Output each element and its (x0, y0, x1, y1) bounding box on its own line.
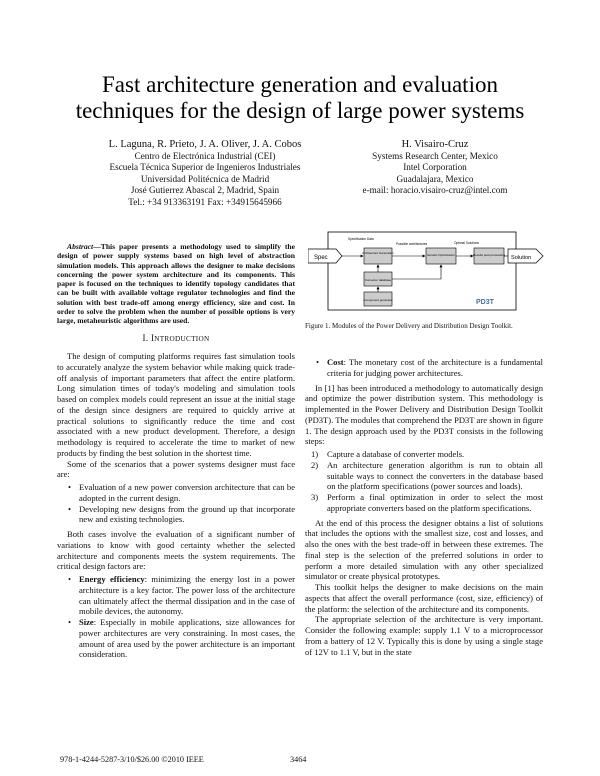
affiliation-line: Guadalajara, Mexico (396, 173, 474, 184)
paragraph: At the end of this process the designer obtains a list of solutions that includes the options with the smallest size, cost and losses, and also the ones with the best trade-off in between these extremes. The final step is the selection of the preferred solutions in order to perform a more detailed simulation with any other specialized simulator or create physical prototypes. (305, 517, 543, 582)
paragraph: The design of computing platforms requires fast simulation tools to accurately analyze the system behavior while making quick trade-off analysis of important parameters that affect the entire platform. Long simulation times of today's modeling and simulation tools based on complex models could represent an issue at the initial stage of the design since designers are required to quickly arrive at practical solutions to significantly reduce the time and cost associated with a new product development. Therefore, a design methodology is required to accelerate the time to market of new products by finding the best solution in the shortest time. (57, 351, 295, 458)
abstract: Abstract—This paper presents a methodology used to simplify the design of power supply systems based on high level of abstraction simulation models. This approach allows the designer to make decisions concerning the power system architecture and its components. This paper is focused on the techniques to identify topology candidates that can be built with available voltage regulator technologies and find the solution with best trade-off among energy efficiency, size and cost. In order to solve the problem when the number of possible options is very large, metaheuristic algorithms are used. (57, 242, 295, 325)
results-label: Results post-processing (472, 253, 506, 257)
solution-label: Solution (511, 255, 532, 261)
right-column (305, 357, 543, 657)
affiliation-line: Centro de Electrónica Industrial (CEI) (134, 151, 276, 161)
section-heading: I. INTRODUCTION (142, 333, 210, 344)
possible-arch-label: Possible architectures (396, 242, 428, 246)
abstract-label: Abstract (67, 242, 94, 251)
factor-list (57, 574, 295, 660)
paragraph: Some of the scenarios that a power systems designer must face are: (57, 458, 295, 480)
pd3t-logo: PD3T (476, 299, 494, 306)
scenario-list (57, 482, 295, 525)
paragraph: In [1] has been introduced a methodology to automatically design and optimize the power distribution system. This methodology is implemented in the Power Delivery and Distribution Design Toolkit (PD3T). The modules that comprehend the PD3T are shown in figure 1. The design approach used by the PD3T consists in the following steps: (305, 382, 543, 447)
authors-right (335, 138, 535, 197)
left-column (57, 242, 295, 664)
list-item: 1) Capture a database of converter models. (311, 449, 465, 459)
list-item: • Size: Especially in mobile applications, size allowances for power architectures are very constraining. In most cases, the amount of area used by the power architecture is an important consideration. (79, 617, 295, 660)
footer-isbn: 978-1-4244-5287-3/10/$26.00 ©2010 IEEE (60, 755, 204, 764)
paragraph: This toolkit helps the designer to make decisions on the main aspects that affect the overall performance (cost, size, efficiency) of the platform: the selection of the architecture and its components. (305, 582, 543, 614)
list-item: • Cost: The monetary cost of the architecture is a fundamental criteria for judging power architectures. (327, 357, 543, 379)
list-item: • Energy efficiency: minimizing the energy lost in a power architecture is a key factor. The power loss of the architecture can ultimately affect the thermal dissipation and in the case of mobile devices, the autonomy. (79, 574, 295, 617)
affiliation-line: e-mail: horacio.visairo-cruz@intel.com (362, 185, 508, 196)
page-number: 3464 (290, 755, 307, 764)
figure-1-diagram (308, 230, 544, 312)
list-item: 2) An architecture generation algorithm is run to obtain all suitable ways to connect the converters in the database based on the platform specifications (power sources and loads). (311, 459, 543, 492)
author-names-right: H. Visairo-Cruz (401, 139, 469, 150)
conv-db-label: Converter database (364, 278, 392, 282)
spec-label: Spec (314, 255, 328, 261)
steps-list (305, 449, 543, 514)
affiliation-line: Systems Research Center, Mexico (372, 151, 498, 161)
paragraph: Both cases involve the evaluation of a significant number of variations to know with good certainty whether the selected architecture and components meets the system requirements. The critical design factors are: (57, 529, 295, 572)
spec-data-label: Specification Data (348, 237, 374, 241)
figure-caption: Figure 1. Modules of the Power Delivery and Distribution Design Toolkit. (305, 322, 513, 330)
affiliation-line: Intel Corporation (403, 162, 467, 173)
list-item: • Developing new designs from the ground up that incorporate new and existing technologies. (79, 504, 295, 526)
authors-left (85, 138, 325, 208)
abstract-text: This paper presents a methodology used to simplify the design of power supply systems based on high level of abstraction simulation models. This approach allows the designer to make decisions concerning the power system architecture and its components. This paper is focused on the techniques to identify topology candidates that can be built with available voltage regulator technologies and find the solution with best trade-off among energy efficiency, size and cost. In order to solve the problem when the number of possible options is very large, metaheuristic algorithms are used. (57, 242, 295, 325)
list-item: • Evaluation of a new power conversion architecture that can be adopted in the current design. (79, 482, 295, 504)
cost-list (305, 357, 543, 379)
affiliation-line: Universidad Politécnica de Madrid (140, 173, 270, 184)
author-names-left: L. Laguna, R. Prieto, J. A. Oliver, J. A. Cobos (108, 139, 302, 150)
optimal-solutions-label: Optimal Solutions (454, 241, 479, 245)
title-line-1: Fast architecture generation and evaluation (102, 72, 498, 97)
affiliation-line: Escuela Técnica Superior de Ingenieros Industriales (109, 162, 301, 173)
title-line-2: techniques for the design of large power systems (75, 98, 525, 123)
list-item: 3) Perform a final optimization in order to select the most appropriate converters based on the platform specifications. (311, 492, 543, 513)
affiliation-line: José Gutierrez Abascal 2, Madrid, Spain (130, 185, 280, 196)
ga-opt-label: Genetic Optimization (427, 253, 455, 257)
paper-title (0, 72, 600, 124)
paragraph: The appropriate selection of the architecture is very important. Consider the following example: supply 1.1 V to a microprocessor from a battery of 12 V. Typically this is done by using a single stage of 12V to 1.1 V, but in the state (305, 614, 543, 657)
arch-gen-label: Architecture Generation (362, 251, 394, 255)
comp-gen-label: Component generator (363, 298, 393, 302)
affiliation-line: Tel.: +34 913363191 Fax: +34915645966 (128, 196, 282, 207)
